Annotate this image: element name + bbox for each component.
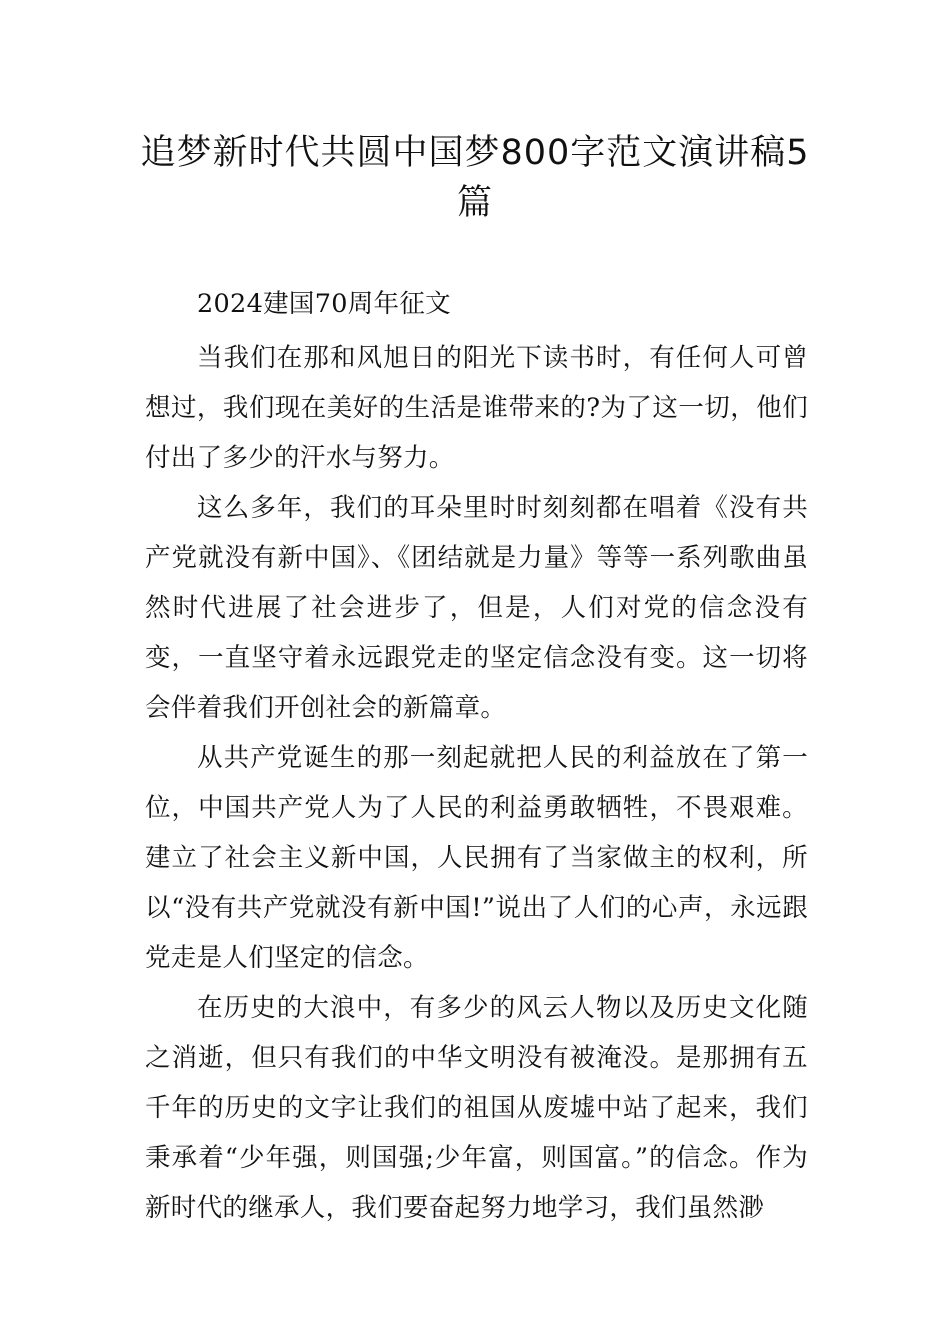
paragraph: 在历史的大浪中，有多少的风云人物以及历史文化随之消逝，但只有我们的中华文明没有被淹没。是那拥有五千年的历史的文字让我们的祖国从废墟中站了起来，我们秉承着“少年强，则国强;少年富，则国富。”的信念。作为新时代的继承人，我们要奋起努力地学习，我们虽然渺	[145, 993, 808, 1223]
document-title: 追梦新时代共圆中国梦800字范文演讲稿5篇	[140, 133, 810, 223]
paragraph: 当我们在那和风旭日的阳光下读书时，有任何人可曾想过，我们现在美好的生活是谁带来的?为了这一切，他们付出了多少的汗水与努力。	[145, 343, 808, 473]
paragraph: 这么多年，我们的耳朵里时时刻刻都在唱着《没有共产党就没有新中国》、《团结就是力量》等等一系列歌曲虽然时代进展了社会进步了，但是，人们对党的信念没有变，一直坚守着永远跟党走的坚定信念没有变。这一切将会伴着我们开创社会的新篇章。	[145, 493, 808, 723]
paragraph: 从共产党诞生的那一刻起就把人民的利益放在了第一位，中国共产党人为了人民的利益勇敢牺牲，不畏艰难。建立了社会主义新中国，人民拥有了当家做主的权利，所以“没有共产党就没有新中国!”说出了人们的心声，永远跟党走是人们坚定的信念。	[145, 743, 808, 973]
document-subtitle: 2024建国70周年征文	[197, 289, 451, 319]
document-body	[145, 279, 808, 1233]
